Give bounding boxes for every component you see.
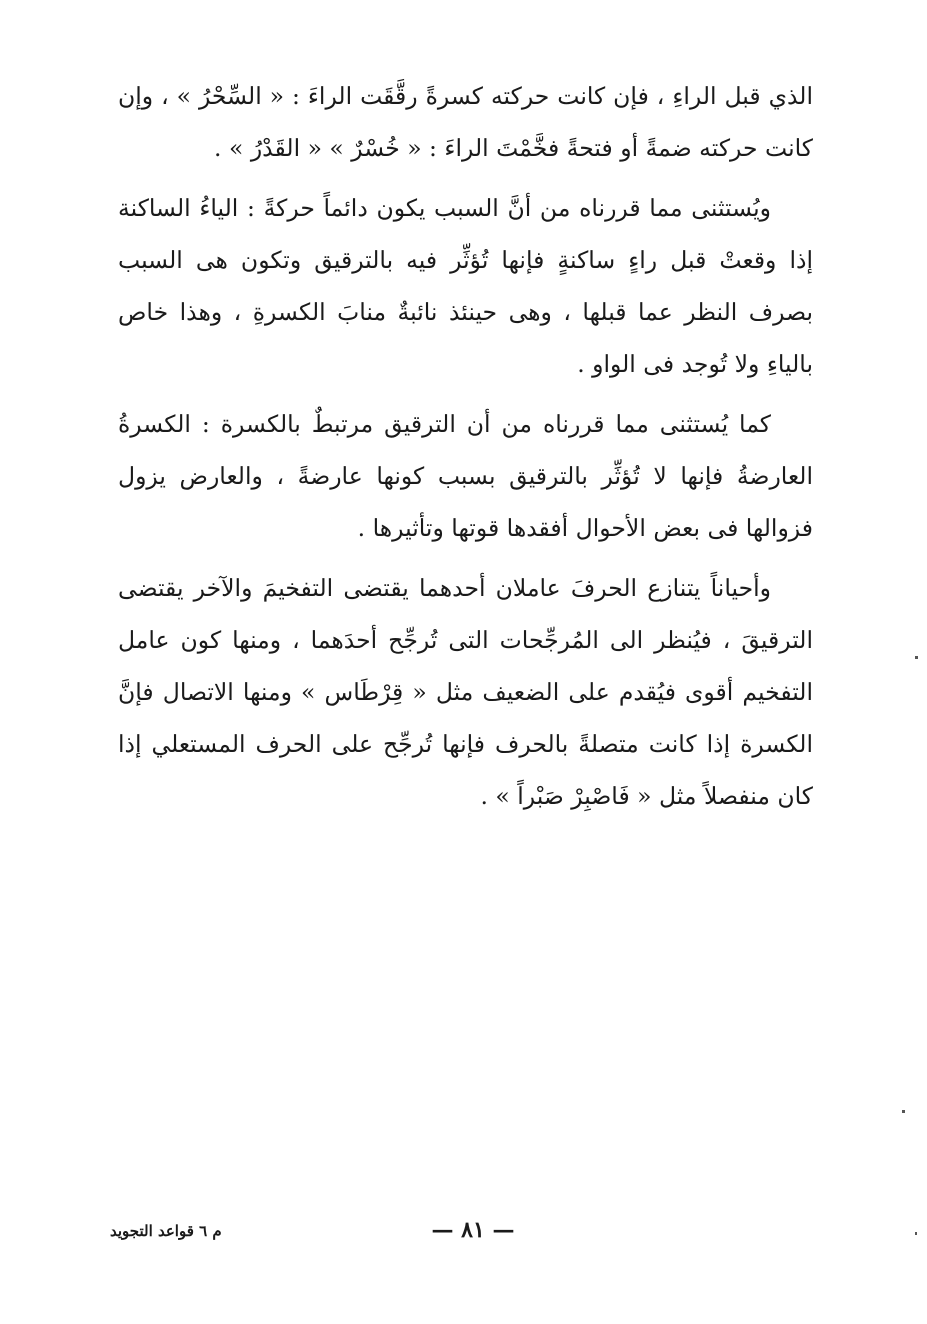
- paragraph-4: وأحياناً يتنازع الحرفَ عاملان أحدهما يقتضى التفخيمَ والآخر يقتضى الترقيقَ ، فيُنظر الى المُرجِّحات التى تُرجِّح أحدَهما ، ومنها كون عامل التفخيم أقوى فيُقدم على الضعيف مثل « قِرْطَاس » ومنها الاتصال فإنَّ الكسرة إذا كانت متصلةً بالحرف فإنها تُرجِّح على الحرف المستعلي إذا كان منفصلاً مثل « فَاصْبِرْ صَبْراً » .: [118, 574, 813, 810]
- body-text: [118, 70, 813, 830]
- footer-signature: م ٦ قواعد التجويد: [110, 1222, 222, 1240]
- paragraph-3: كما يُستثنى مما قررناه من أن الترقيق مرتبطٌ بالكسرة : الكسرةُ العارضةُ فإنها لا تُؤثِّر بالترقيق بسبب كونها عارضةً ، والعارض يزول فزوالها فى بعض الأحوال أفقدها قوتها وتأثيرها .: [118, 410, 813, 542]
- paragraph-1: الذي قبل الراءِ ، فإن كانت حركته كسرةً رقَّقَت الراءَ : « السِّحْرُ » ، وإن كانت حركته ضمةً أو فتحةً فخَّمْتَ الراءَ : « خُسْرٌ » « القَدْرُ » .: [118, 82, 813, 162]
- scan-mark: [902, 1110, 905, 1113]
- paragraph-2: ويُستثنى مما قررناه من أنَّ السبب يكون دائماً حركةً : الياءُ الساكنة إذا وقعتْ قبل راءٍ ساكنةٍ فإنها تُؤثِّر فيه بالترقيق وتكون هى السبب بصرف النظر عما قبلها ، وهى حينئذ نائبةٌ منابَ الكسرةِ ، وهذا خاص بالياءِ ولا تُوجد فى الواو .: [118, 194, 813, 378]
- scan-mark: [915, 1232, 917, 1235]
- page-number: — ٨١ —: [431, 1217, 515, 1243]
- page-footer: [0, 1213, 927, 1253]
- scan-mark: [915, 656, 918, 659]
